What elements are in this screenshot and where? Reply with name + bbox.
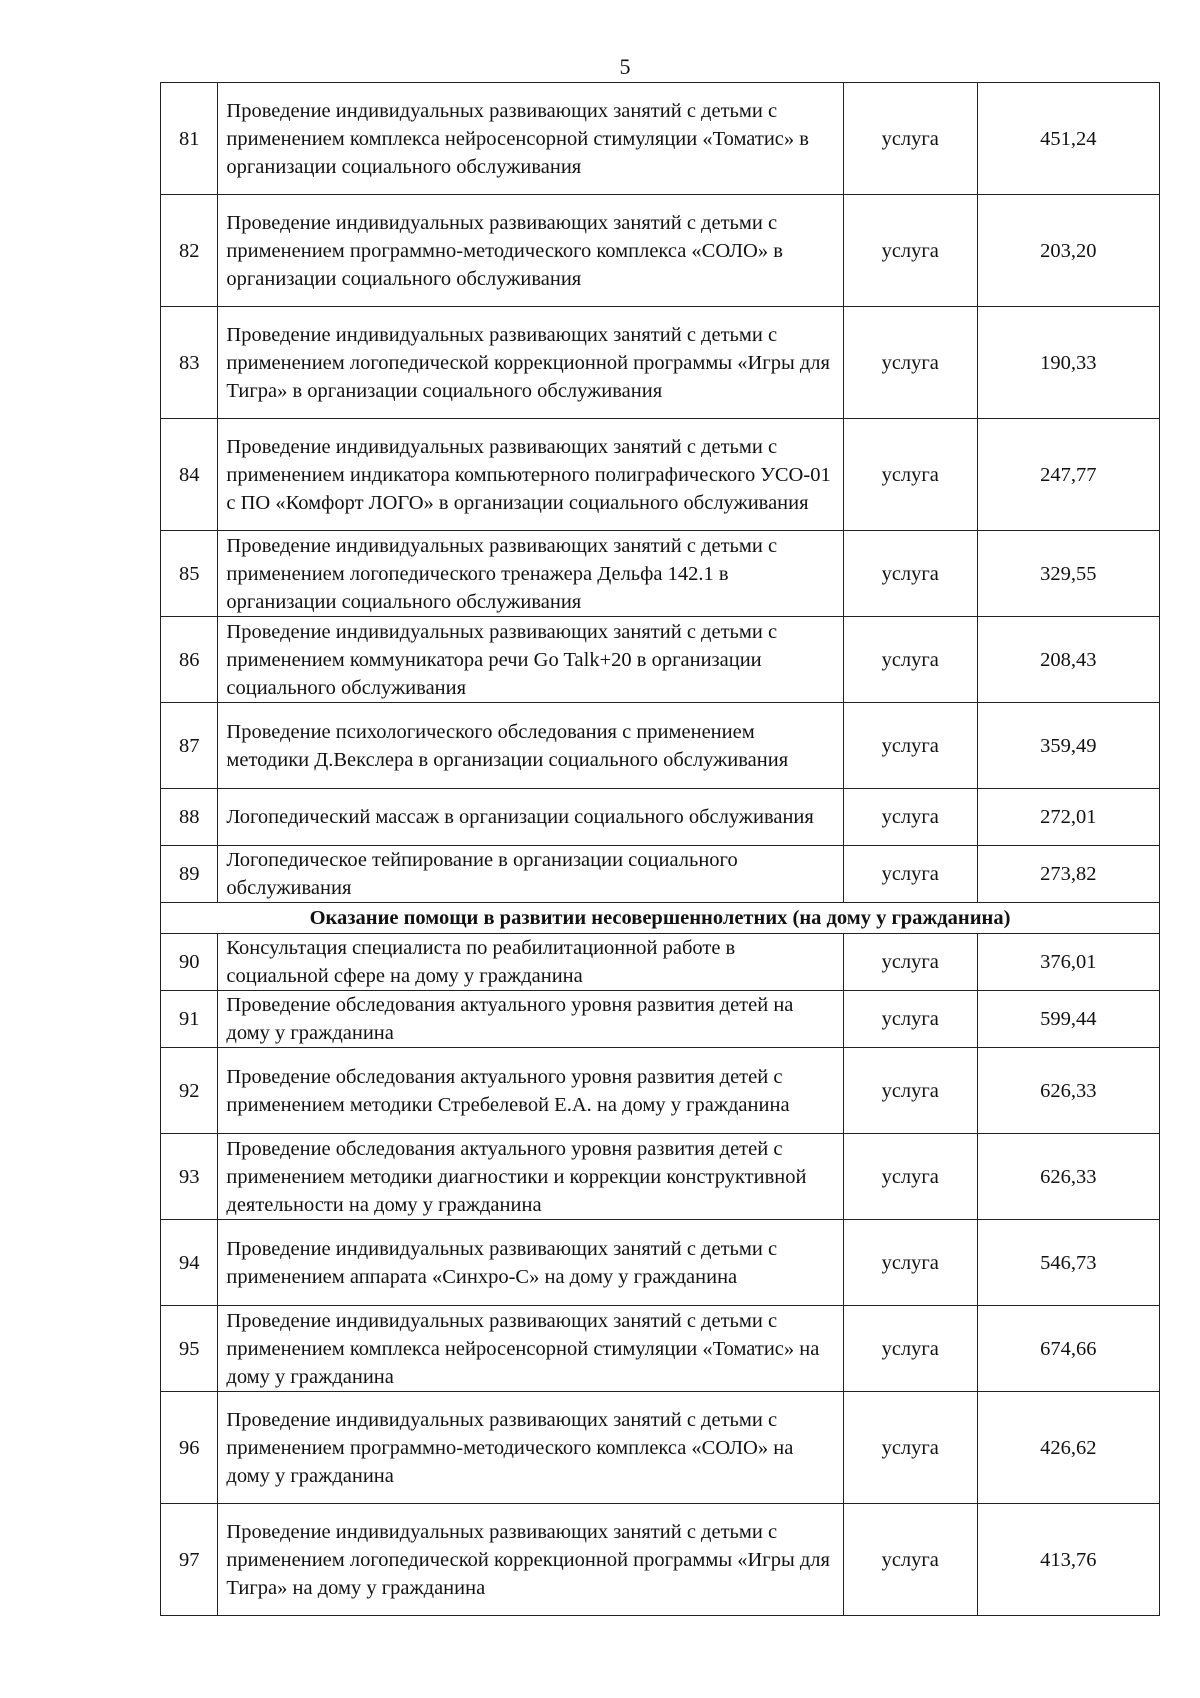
service-name: Проведение индивидуальных развивающих занятий с детьми с применением индикатора компьютерного полиграфического УСО-01 с ПО «Комфорт ЛОГО» в организации социального обслуживания bbox=[218, 419, 843, 531]
table-row bbox=[161, 1306, 1160, 1392]
service-name: Проведение индивидуальных развивающих занятий с детьми с применением логопедического тренажера Дельфа 142.1 в организации социального обслуживания bbox=[218, 531, 843, 617]
row-number: 95 bbox=[161, 1306, 218, 1392]
table-row bbox=[161, 419, 1160, 531]
service-name: Проведение индивидуальных развивающих занятий с детьми с применением логопедической коррекционной программы «Игры для Тигра» на дому у гражданина bbox=[218, 1504, 843, 1616]
row-number: 84 bbox=[161, 419, 218, 531]
service-unit: услуга bbox=[843, 1220, 977, 1306]
service-name: Проведение индивидуальных развивающих занятий с детьми с применением коммуникатора речи Go Talk+20 в организации социального обслуживания bbox=[218, 617, 843, 703]
row-number: 81 bbox=[161, 83, 218, 195]
table-row bbox=[161, 703, 1160, 789]
service-unit: услуга bbox=[843, 195, 977, 307]
service-unit: услуга bbox=[843, 1134, 977, 1220]
service-price: 626,33 bbox=[977, 1134, 1159, 1220]
service-price: 376,01 bbox=[977, 934, 1159, 991]
row-number: 86 bbox=[161, 617, 218, 703]
service-unit: услуга bbox=[843, 934, 977, 991]
service-unit: услуга bbox=[843, 846, 977, 903]
row-number: 83 bbox=[161, 307, 218, 419]
service-price: 247,77 bbox=[977, 419, 1159, 531]
service-price: 208,43 bbox=[977, 617, 1159, 703]
section-title: Оказание помощи в развитии несовершеннолетних (на дому у гражданина) bbox=[161, 903, 1160, 934]
service-unit: услуга bbox=[843, 617, 977, 703]
row-number: 92 bbox=[161, 1048, 218, 1134]
service-name: Консультация специалиста по реабилитационной работе в социальной сфере на дому у гражданина bbox=[218, 934, 843, 991]
row-number: 82 bbox=[161, 195, 218, 307]
service-price: 329,55 bbox=[977, 531, 1159, 617]
table-row bbox=[161, 617, 1160, 703]
service-name: Проведение психологического обследования с применением методики Д.Векслера в организации социального обслуживания bbox=[218, 703, 843, 789]
service-name: Проведение обследования актуального уровня развития детей с применением методики диагностики и коррекции конструктивной деятельности на дому у гражданина bbox=[218, 1134, 843, 1220]
table-row bbox=[161, 934, 1160, 991]
table-row bbox=[161, 531, 1160, 617]
table-row bbox=[161, 1134, 1160, 1220]
row-number: 88 bbox=[161, 789, 218, 846]
service-price: 674,66 bbox=[977, 1306, 1159, 1392]
service-unit: услуга bbox=[843, 531, 977, 617]
table-row bbox=[161, 83, 1160, 195]
row-number: 85 bbox=[161, 531, 218, 617]
service-unit: услуга bbox=[843, 991, 977, 1048]
service-price: 272,01 bbox=[977, 789, 1159, 846]
service-price: 546,73 bbox=[977, 1220, 1159, 1306]
service-unit: услуга bbox=[843, 1048, 977, 1134]
row-number: 87 bbox=[161, 703, 218, 789]
service-name: Проведение индивидуальных развивающих занятий с детьми с применением программно-методического комплекса «СОЛО» на дому у гражданина bbox=[218, 1392, 843, 1504]
table-row bbox=[161, 846, 1160, 903]
row-number: 90 bbox=[161, 934, 218, 991]
service-unit: услуга bbox=[843, 1504, 977, 1616]
table-row bbox=[161, 991, 1160, 1048]
table-row bbox=[161, 195, 1160, 307]
row-number: 96 bbox=[161, 1392, 218, 1504]
service-price: 599,44 bbox=[977, 991, 1159, 1048]
service-name: Логопедическое тейпирование в организации социального обслуживания bbox=[218, 846, 843, 903]
row-number: 89 bbox=[161, 846, 218, 903]
service-name: Проведение индивидуальных развивающих занятий с детьми с применением программно-методического комплекса «СОЛО» в организации социального обслуживания bbox=[218, 195, 843, 307]
services-table bbox=[160, 82, 1160, 1616]
service-name: Логопедический массаж в организации социального обслуживания bbox=[218, 789, 843, 846]
service-price: 273,82 bbox=[977, 846, 1159, 903]
table-row bbox=[161, 1048, 1160, 1134]
table-row bbox=[161, 1220, 1160, 1306]
table-row bbox=[161, 307, 1160, 419]
row-number: 97 bbox=[161, 1504, 218, 1616]
service-unit: услуга bbox=[843, 1392, 977, 1504]
service-name: Проведение индивидуальных развивающих занятий с детьми с применением комплекса нейросенсорной стимуляции «Томатис» на дому у гражданина bbox=[218, 1306, 843, 1392]
service-price: 203,20 bbox=[977, 195, 1159, 307]
table-row bbox=[161, 1504, 1160, 1616]
page-number: 5 bbox=[619, 54, 631, 79]
service-name: Проведение индивидуальных развивающих занятий с детьми с применением логопедической коррекционной программы «Игры для Тигра» в организации социального обслуживания bbox=[218, 307, 843, 419]
service-price: 626,33 bbox=[977, 1048, 1159, 1134]
service-price: 359,49 bbox=[977, 703, 1159, 789]
service-unit: услуга bbox=[843, 307, 977, 419]
service-price: 426,62 bbox=[977, 1392, 1159, 1504]
row-number: 91 bbox=[161, 991, 218, 1048]
service-name: Проведение обследования актуального уровня развития детей с применением методики Стребелевой Е.А. на дому у гражданина bbox=[218, 1048, 843, 1134]
service-unit: услуга bbox=[843, 419, 977, 531]
service-name: Проведение индивидуальных развивающих занятий с детьми с применением аппарата «Синхро-С» на дому у гражданина bbox=[218, 1220, 843, 1306]
service-price: 413,76 bbox=[977, 1504, 1159, 1616]
service-name: Проведение обследования актуального уровня развития детей на дому у гражданина bbox=[218, 991, 843, 1048]
table-row bbox=[161, 1392, 1160, 1504]
row-number: 93 bbox=[161, 1134, 218, 1220]
service-unit: услуга bbox=[843, 789, 977, 846]
service-unit: услуга bbox=[843, 1306, 977, 1392]
service-price: 190,33 bbox=[977, 307, 1159, 419]
row-number: 94 bbox=[161, 1220, 218, 1306]
service-name: Проведение индивидуальных развивающих занятий с детьми с применением комплекса нейросенсорной стимуляции «Томатис» в организации социального обслуживания bbox=[218, 83, 843, 195]
section-row bbox=[161, 903, 1160, 934]
service-unit: услуга bbox=[843, 703, 977, 789]
service-price: 451,24 bbox=[977, 83, 1159, 195]
service-unit: услуга bbox=[843, 83, 977, 195]
table-row bbox=[161, 789, 1160, 846]
